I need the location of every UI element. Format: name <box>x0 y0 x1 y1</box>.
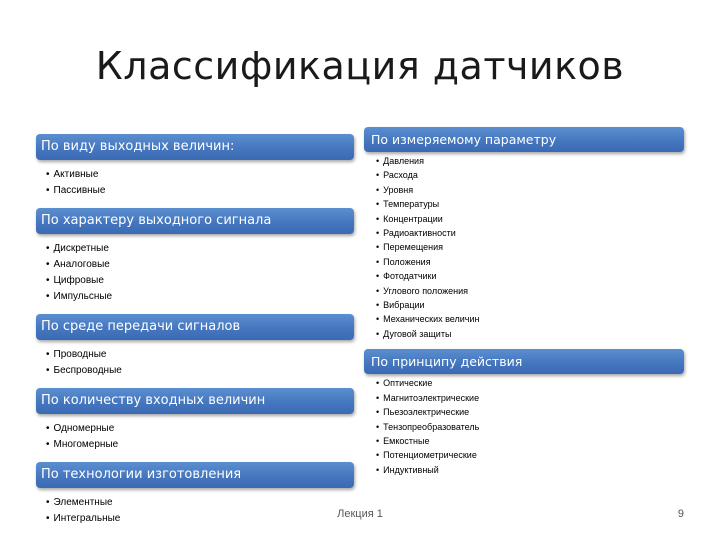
list-item: • Радиоактивности <box>376 226 684 240</box>
group-list <box>36 488 354 536</box>
list-item: • Элементные <box>46 495 354 511</box>
list-item: • Интегральные <box>46 511 354 527</box>
list-item: • Одномерные <box>46 421 354 437</box>
list-item: • Дуговой защиты <box>376 327 684 341</box>
group-list <box>36 160 354 208</box>
page-number: 9 <box>677 508 684 520</box>
list-item: • Активные <box>46 167 354 183</box>
list-item: • Многомерные <box>46 437 354 453</box>
list-item: • Беспроводные <box>46 363 354 379</box>
list-item: • Перемещения <box>376 240 684 254</box>
list-item: • Емкостные <box>376 434 684 448</box>
list-item: • Концентрации <box>376 212 684 226</box>
list-item: • Пассивные <box>46 183 354 199</box>
list-item: • Импульсные <box>46 289 354 305</box>
list-item: • Вибрации <box>376 298 684 312</box>
group-list <box>36 340 354 388</box>
list-item: • Проводные <box>46 347 354 363</box>
slide-title: Классификация датчиков <box>95 44 625 88</box>
group-output-type <box>36 134 354 208</box>
list-item: • Дискретные <box>46 241 354 257</box>
footer-lecture: Лекция 1 <box>337 508 383 520</box>
list-item: • Расхода <box>376 168 684 182</box>
group-input-count <box>36 388 354 462</box>
list-item: • Тензопреобразователь <box>376 420 684 434</box>
group-heading: По характеру выходного сигнала <box>36 208 354 234</box>
group-heading: По виду выходных величин: <box>36 134 354 160</box>
list-item: • Оптические <box>376 376 684 390</box>
list-item: • Механических величин <box>376 312 684 326</box>
list-item: • Положения <box>376 255 684 269</box>
list-item: • Температуры <box>376 197 684 211</box>
list-item: • Индуктивный <box>376 463 684 477</box>
group-heading: По технологии изготовления <box>36 462 354 488</box>
group-transmission-medium <box>36 314 354 388</box>
right-column <box>364 127 684 485</box>
group-list <box>364 152 684 349</box>
group-signal-character <box>36 208 354 314</box>
list-item: • Цифровые <box>46 273 354 289</box>
group-list <box>36 414 354 462</box>
group-manufacturing <box>36 462 354 536</box>
list-item: • Углового положения <box>376 284 684 298</box>
group-list <box>36 234 354 314</box>
list-item: • Уровня <box>376 183 684 197</box>
list-item: • Давления <box>376 154 684 168</box>
group-heading: По количеству входных величин <box>36 388 354 414</box>
list-item: • Пьезоэлектрические <box>376 405 684 419</box>
list-item: • Потенциометрические <box>376 448 684 462</box>
list-item: • Фотодатчики <box>376 269 684 283</box>
list-item: • Магнитоэлектрические <box>376 391 684 405</box>
group-heading: По принципу действия <box>364 349 684 374</box>
group-operating-principle <box>364 349 684 485</box>
group-heading: По среде передачи сигналов <box>36 314 354 340</box>
group-heading: По измеряемому параметру <box>364 127 684 152</box>
group-measured-parameter <box>364 127 684 349</box>
left-column <box>36 134 354 536</box>
group-list <box>364 374 684 485</box>
list-item: • Аналоговые <box>46 257 354 273</box>
